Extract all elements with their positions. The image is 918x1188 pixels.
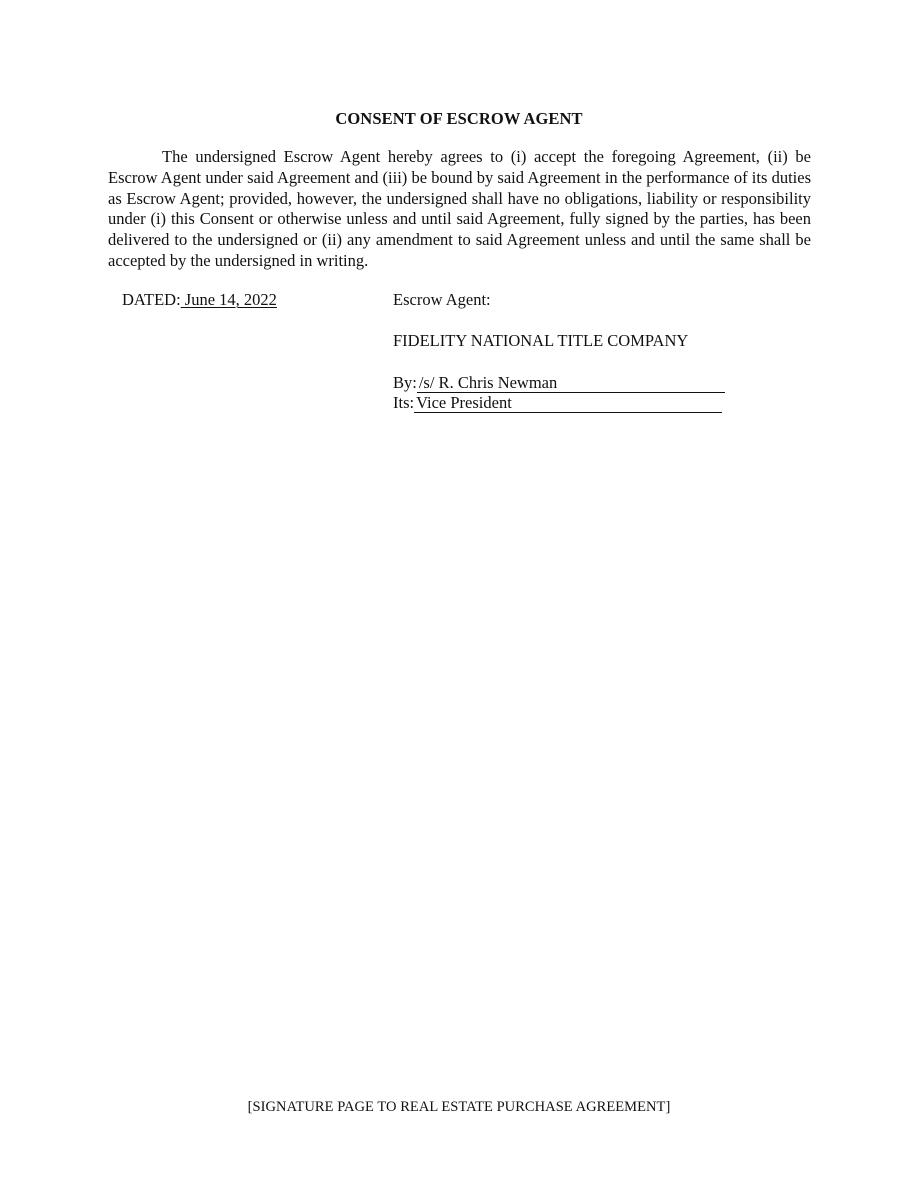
document-title: CONSENT OF ESCROW AGENT: [335, 109, 583, 128]
by-label: By:: [393, 373, 417, 392]
signature-by-line: [393, 373, 725, 393]
its-label: Its:: [393, 393, 415, 412]
dated-value: June 14, 2022: [180, 290, 277, 309]
page-footer: [SIGNATURE PAGE TO REAL ESTATE PURCHASE AGREEMENT]: [247, 1099, 671, 1115]
dated-label: DATED:: [122, 290, 181, 309]
by-value: /s/ R. Chris Newman: [417, 374, 725, 393]
consent-paragraph: The undersigned Escrow Agent hereby agrees to (i) accept the foregoing Agreement, (ii) be Escrow Agent under said Agreement and (iii) be bound by said Agreement in the performance of its duties as Escrow Agent; provided, however, the undersigned shall have no obligations, liability or responsibility under (i) this Consent or otherwise unless and until said Agreement, fully signed by the parties, has been delivered to the undersigned or (ii) any amendment to said Agreement unless and until the same shall be accepted by the undersigned in writing.: [108, 147, 811, 270]
escrow-agent-company: FIDELITY NATIONAL TITLE COMPANY: [393, 331, 689, 350]
escrow-agent-label: Escrow Agent:: [393, 290, 491, 309]
its-value: Vice President: [414, 394, 722, 413]
signature-its-line: [393, 393, 722, 413]
dated-line: [122, 290, 277, 310]
